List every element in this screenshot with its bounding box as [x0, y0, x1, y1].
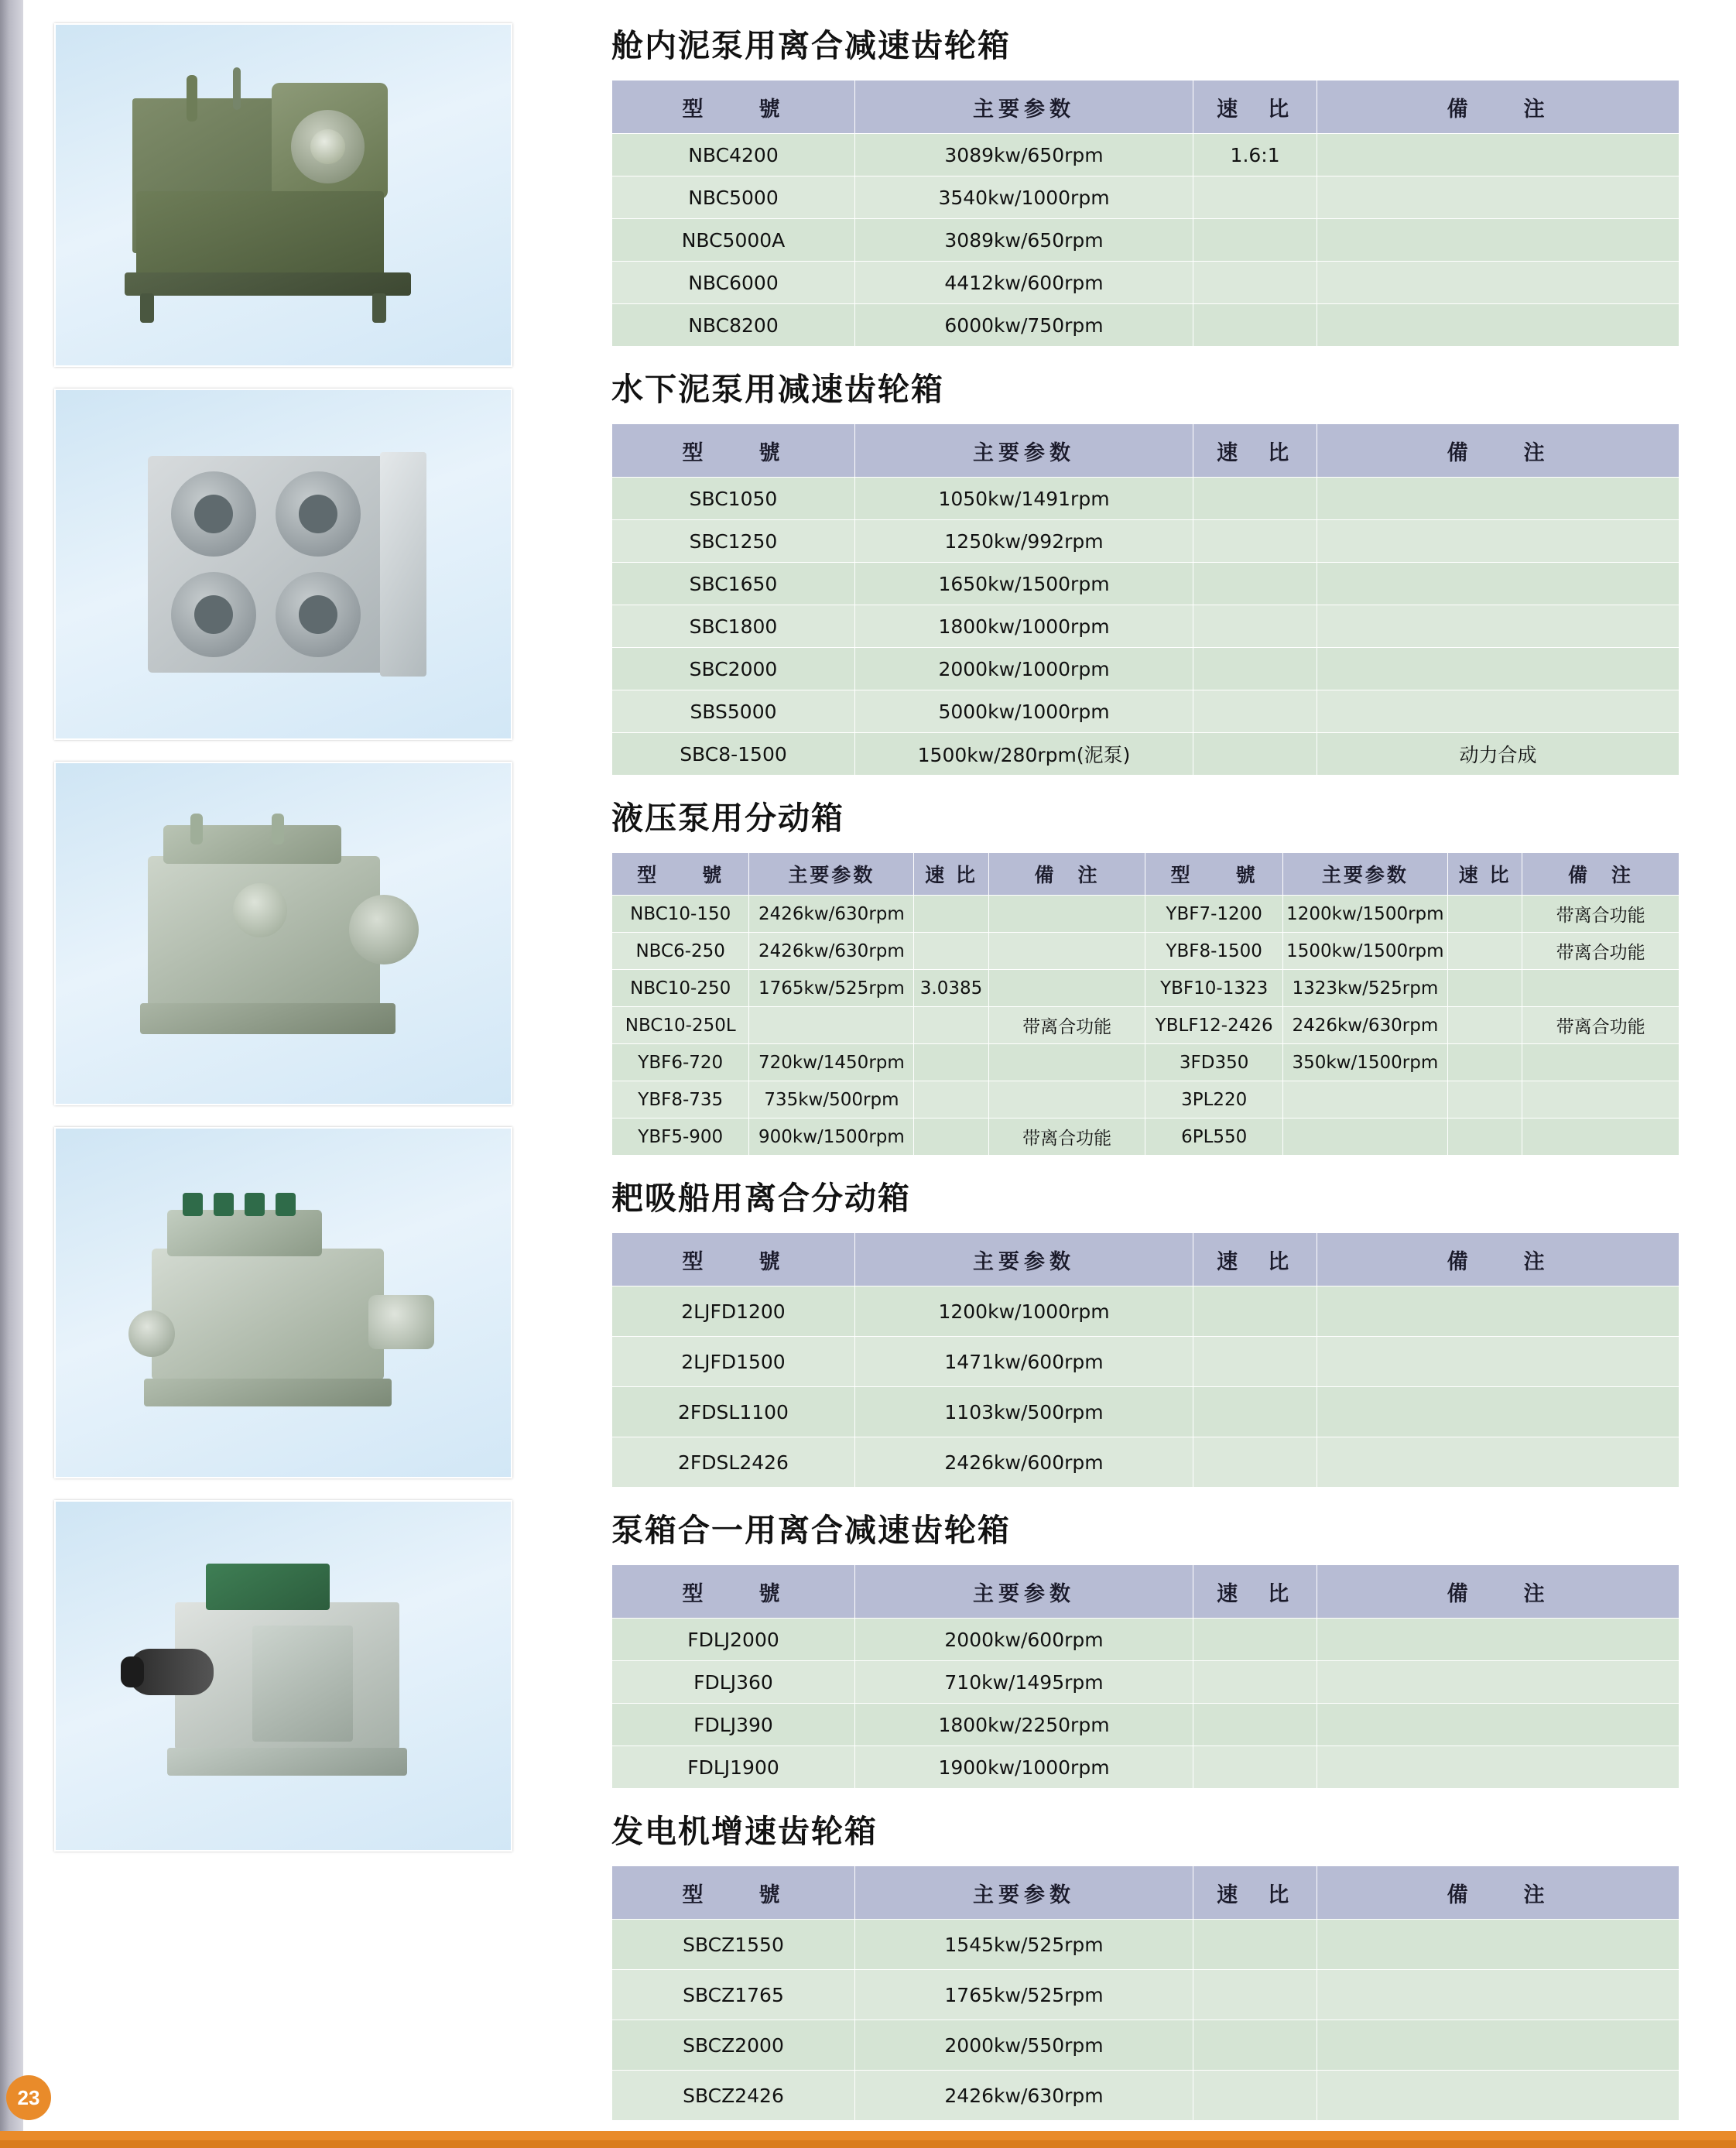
cell-params-right: 1500kw/1500rpm	[1282, 933, 1447, 970]
cell-ratio-left	[914, 933, 988, 970]
cell-model: FDLJ360	[612, 1661, 855, 1704]
cell-ratio	[1193, 648, 1317, 690]
cell-params-left: 720kw/1450rpm	[749, 1044, 914, 1081]
cell-remark-left	[988, 1044, 1145, 1081]
col-remark-right: 備 注	[1522, 853, 1680, 896]
cell-model: FDLJ2000	[612, 1619, 855, 1661]
col-params: 主要参数	[854, 424, 1193, 478]
table-header-row	[612, 853, 1680, 896]
cell-ratio	[1193, 1970, 1317, 2020]
generator-speed-increasing-gearbox-photo	[54, 1500, 512, 1852]
cell-ratio	[1193, 1746, 1317, 1789]
cell-ratio	[1193, 520, 1317, 563]
table-row	[612, 1746, 1680, 1789]
cell-model: SBCZ1550	[612, 1920, 855, 1970]
cell-ratio	[1193, 1619, 1317, 1661]
cell-model-right: YBLF12-2426	[1145, 1007, 1282, 1044]
col-ratio: 速 比	[1193, 81, 1317, 134]
cell-params: 1471kw/600rpm	[854, 1337, 1193, 1387]
cell-ratio	[1193, 1337, 1317, 1387]
cell-ratio	[1193, 262, 1317, 304]
cell-remark-right: 带离合功能	[1522, 1007, 1680, 1044]
table-row	[612, 1044, 1680, 1081]
cell-remark	[1317, 1387, 1680, 1437]
cell-model: SBCZ2000	[612, 2020, 855, 2071]
cell-params-right	[1282, 1119, 1447, 1156]
section-cabin-mud-pump	[611, 20, 1687, 347]
table-row	[612, 219, 1680, 262]
table-row	[612, 2071, 1680, 2121]
col-ratio: 速 比	[1193, 424, 1317, 478]
cell-remark-left	[988, 1081, 1145, 1119]
cell-params: 1765kw/525rpm	[854, 1970, 1193, 2020]
cell-model: SBCZ1765	[612, 1970, 855, 2020]
page-number-badge: 23	[6, 2075, 51, 2120]
cell-remark	[1317, 1286, 1680, 1337]
footer-bar-accent	[0, 2140, 1736, 2148]
table-row	[612, 1119, 1680, 1156]
cell-model-right: YBF8-1500	[1145, 933, 1282, 970]
cell-model: SBC1050	[612, 478, 855, 520]
cell-ratio	[1193, 2071, 1317, 2121]
col-model-right: 型 號	[1145, 853, 1282, 896]
col-params: 主要参数	[854, 1565, 1193, 1619]
cell-params: 1545kw/525rpm	[854, 1920, 1193, 1970]
col-ratio-right: 速 比	[1447, 853, 1522, 896]
cell-model-right: 3PL220	[1145, 1081, 1282, 1119]
table-row	[612, 933, 1680, 970]
col-remark: 備 注	[1317, 1866, 1680, 1920]
cell-model-left: YBF8-735	[612, 1081, 749, 1119]
cell-ratio-left	[914, 896, 988, 933]
cell-model: NBC5000	[612, 176, 855, 219]
table-row	[612, 478, 1680, 520]
cell-remark	[1317, 176, 1680, 219]
cell-model-left: NBC10-250L	[612, 1007, 749, 1044]
cell-params: 1650kw/1500rpm	[854, 563, 1193, 605]
cell-params: 1800kw/1000rpm	[854, 605, 1193, 648]
table-row	[612, 1437, 1680, 1488]
cell-params-left: 900kw/1500rpm	[749, 1119, 914, 1156]
cell-ratio-left	[914, 1007, 988, 1044]
cell-params: 1200kw/1000rpm	[854, 1286, 1193, 1337]
section-pump-box-integrated	[611, 1505, 1687, 1789]
cell-remark-right: 带离合功能	[1522, 896, 1680, 933]
cell-model: SBC1250	[612, 520, 855, 563]
cell-remark	[1317, 2020, 1680, 2071]
cell-model: 2FDSL1100	[612, 1387, 855, 1437]
cell-model-left: YBF6-720	[612, 1044, 749, 1081]
cell-ratio	[1193, 690, 1317, 733]
cell-ratio-left: 3.0385	[914, 970, 988, 1007]
cell-remark	[1317, 262, 1680, 304]
cell-remark	[1317, 648, 1680, 690]
cell-remark-left: 带离合功能	[988, 1119, 1145, 1156]
cell-params: 1103kw/500rpm	[854, 1387, 1193, 1437]
cell-ratio	[1193, 1437, 1317, 1488]
cell-model: SBC1800	[612, 605, 855, 648]
cell-model: NBC8200	[612, 304, 855, 347]
col-model: 型 號	[612, 424, 855, 478]
spec-table	[611, 80, 1680, 347]
cell-remark	[1317, 134, 1680, 176]
section-title: 水下泥泵用减速齿轮箱	[611, 371, 944, 408]
cell-remark-right	[1522, 1044, 1680, 1081]
cell-ratio	[1193, 1920, 1317, 1970]
table-header-row	[612, 81, 1680, 134]
dredger-clutch-transfer-case-photo	[54, 1127, 512, 1478]
cell-params-left: 2426kw/630rpm	[749, 896, 914, 933]
cell-remark-left	[988, 896, 1145, 933]
spec-table	[611, 1564, 1680, 1789]
table-row	[612, 1704, 1680, 1746]
cell-remark	[1317, 520, 1680, 563]
cell-remark	[1317, 304, 1680, 347]
cell-model: SBCZ2426	[612, 2071, 855, 2121]
cell-model: 2LJFD1200	[612, 1286, 855, 1337]
cell-remark	[1317, 563, 1680, 605]
table-row	[612, 2020, 1680, 2071]
cell-ratio	[1193, 219, 1317, 262]
table-row	[612, 134, 1680, 176]
cell-params-right: 1323kw/525rpm	[1282, 970, 1447, 1007]
cell-model: NBC4200	[612, 134, 855, 176]
col-params-right: 主要参数	[1282, 853, 1447, 896]
cell-params: 5000kw/1000rpm	[854, 690, 1193, 733]
cell-model: SBC2000	[612, 648, 855, 690]
cell-ratio	[1193, 176, 1317, 219]
col-ratio-left: 速 比	[914, 853, 988, 896]
table-row	[612, 520, 1680, 563]
cell-ratio-right	[1447, 970, 1522, 1007]
cell-params-right: 1200kw/1500rpm	[1282, 896, 1447, 933]
section-hydraulic-pump-transfer-case	[611, 793, 1687, 1156]
spec-tables-column	[611, 20, 1687, 2138]
cell-model: SBS5000	[612, 690, 855, 733]
cell-remark-left	[988, 933, 1145, 970]
table-header-row	[612, 1233, 1680, 1286]
cell-model: SBC1650	[612, 563, 855, 605]
table-row	[612, 733, 1680, 776]
col-params: 主要参数	[854, 1233, 1193, 1286]
cell-params: 1900kw/1000rpm	[854, 1746, 1193, 1789]
cell-ratio	[1193, 304, 1317, 347]
table-row	[612, 1387, 1680, 1437]
cell-params-left: 1765kw/525rpm	[749, 970, 914, 1007]
left-decorative-strip	[0, 0, 23, 2148]
cell-params: 3089kw/650rpm	[854, 134, 1193, 176]
table-row	[612, 563, 1680, 605]
cell-ratio	[1193, 605, 1317, 648]
cell-model-left: NBC10-150	[612, 896, 749, 933]
cell-remark	[1317, 1661, 1680, 1704]
cell-remark	[1317, 1920, 1680, 1970]
col-model: 型 號	[612, 1233, 855, 1286]
col-model: 型 號	[612, 1565, 855, 1619]
cell-ratio-left	[914, 1119, 988, 1156]
cell-params-left	[749, 1007, 914, 1044]
cell-params-right: 2426kw/630rpm	[1282, 1007, 1447, 1044]
table-row	[612, 970, 1680, 1007]
cell-model: FDLJ390	[612, 1704, 855, 1746]
cell-model: SBC8-1500	[612, 733, 855, 776]
table-row	[612, 1007, 1680, 1044]
cell-remark	[1317, 219, 1680, 262]
cell-model-right: YBF7-1200	[1145, 896, 1282, 933]
cell-ratio	[1193, 733, 1317, 776]
cell-params: 2426kw/600rpm	[854, 1437, 1193, 1488]
col-ratio: 速 比	[1193, 1233, 1317, 1286]
col-ratio: 速 比	[1193, 1866, 1317, 1920]
cell-remark	[1317, 1619, 1680, 1661]
clutch-reduction-gearbox-photo	[54, 23, 512, 367]
col-params-left: 主要参数	[749, 853, 914, 896]
cell-params: 3540kw/1000rpm	[854, 176, 1193, 219]
cell-model: 2FDSL2426	[612, 1437, 855, 1488]
col-remark-left: 備 注	[988, 853, 1145, 896]
section-generator-speed-increasing	[611, 1806, 1687, 2121]
cell-params-right	[1282, 1081, 1447, 1119]
table-row	[612, 1081, 1680, 1119]
section-submerged-mud-pump	[611, 364, 1687, 776]
cell-model-right: YBF10-1323	[1145, 970, 1282, 1007]
cell-params: 2000kw/600rpm	[854, 1619, 1193, 1661]
cell-remark	[1317, 1704, 1680, 1746]
cell-params: 1800kw/2250rpm	[854, 1704, 1193, 1746]
cell-remark	[1317, 1337, 1680, 1387]
submerged-pump-gearbox-photo	[54, 389, 512, 740]
table-row	[612, 605, 1680, 648]
section-title: 舱内泥泵用离合减速齿轮箱	[611, 27, 1011, 64]
cell-params: 4412kw/600rpm	[854, 262, 1193, 304]
cell-remark	[1317, 1437, 1680, 1488]
cell-model-right: 3FD350	[1145, 1044, 1282, 1081]
cell-remark	[1317, 690, 1680, 733]
table-row	[612, 1661, 1680, 1704]
col-params: 主要参数	[854, 1866, 1193, 1920]
col-model: 型 號	[612, 81, 855, 134]
cell-model-left: NBC10-250	[612, 970, 749, 1007]
cell-remark-right	[1522, 970, 1680, 1007]
spec-table	[611, 1232, 1680, 1488]
cell-ratio	[1193, 1286, 1317, 1337]
cell-remark: 动力合成	[1317, 733, 1680, 776]
table-header-row	[612, 424, 1680, 478]
cell-remark	[1317, 1746, 1680, 1789]
cell-model-right: 6PL550	[1145, 1119, 1282, 1156]
cell-params: 1500kw/280rpm(泥泵)	[854, 733, 1193, 776]
spec-table	[611, 1865, 1680, 2121]
cell-ratio	[1193, 1661, 1317, 1704]
col-remark: 備 注	[1317, 1565, 1680, 1619]
cell-model-left: NBC6-250	[612, 933, 749, 970]
cell-params-right: 350kw/1500rpm	[1282, 1044, 1447, 1081]
cell-params: 710kw/1495rpm	[854, 1661, 1193, 1704]
cell-params: 2000kw/550rpm	[854, 2020, 1193, 2071]
table-row	[612, 304, 1680, 347]
table-row	[612, 1619, 1680, 1661]
cell-remark	[1317, 605, 1680, 648]
table-row	[612, 1286, 1680, 1337]
cell-params-left: 2426kw/630rpm	[749, 933, 914, 970]
table-row	[612, 1970, 1680, 2020]
cell-remark-right	[1522, 1081, 1680, 1119]
cell-model: NBC6000	[612, 262, 855, 304]
cell-params: 6000kw/750rpm	[854, 304, 1193, 347]
section-dredger-clutch-transfer-case	[611, 1173, 1687, 1488]
cell-params: 3089kw/650rpm	[854, 219, 1193, 262]
cell-ratio-right	[1447, 1119, 1522, 1156]
section-title: 泵箱合一用离合减速齿轮箱	[611, 1512, 1011, 1549]
cell-ratio	[1193, 563, 1317, 605]
col-ratio: 速 比	[1193, 1565, 1317, 1619]
spec-table	[611, 852, 1680, 1156]
cell-ratio: 1.6:1	[1193, 134, 1317, 176]
col-model-left: 型 號	[612, 853, 749, 896]
table-header-row	[612, 1565, 1680, 1619]
cell-remark	[1317, 2071, 1680, 2121]
section-title: 耙吸船用离合分动箱	[611, 1180, 911, 1217]
cell-params-left: 735kw/500rpm	[749, 1081, 914, 1119]
cell-model: FDLJ1900	[612, 1746, 855, 1789]
cell-remark	[1317, 478, 1680, 520]
table-row	[612, 648, 1680, 690]
cell-model: 2LJFD1500	[612, 1337, 855, 1387]
table-row	[612, 896, 1680, 933]
cell-params: 2426kw/630rpm	[854, 2071, 1193, 2121]
cell-ratio-right	[1447, 896, 1522, 933]
cell-ratio	[1193, 1387, 1317, 1437]
cell-ratio	[1193, 1704, 1317, 1746]
col-remark: 備 注	[1317, 1233, 1680, 1286]
col-params: 主要参数	[854, 81, 1193, 134]
cell-params: 1050kw/1491rpm	[854, 478, 1193, 520]
table-row	[612, 1920, 1680, 1970]
col-remark: 備 注	[1317, 424, 1680, 478]
col-remark: 備 注	[1317, 81, 1680, 134]
section-title: 发电机增速齿轮箱	[611, 1813, 878, 1850]
cell-ratio-right	[1447, 1044, 1522, 1081]
cell-remark-left: 带离合功能	[988, 1007, 1145, 1044]
table-row	[612, 176, 1680, 219]
cell-params: 1250kw/992rpm	[854, 520, 1193, 563]
cell-params: 2000kw/1000rpm	[854, 648, 1193, 690]
cell-model-left: YBF5-900	[612, 1119, 749, 1156]
cell-remark-left	[988, 970, 1145, 1007]
table-header-row	[612, 1866, 1680, 1920]
product-photo-column	[54, 23, 519, 1873]
cell-ratio-left	[914, 1081, 988, 1119]
cell-ratio-left	[914, 1044, 988, 1081]
cell-ratio-right	[1447, 1081, 1522, 1119]
cell-remark-right: 带离合功能	[1522, 933, 1680, 970]
cell-ratio-right	[1447, 933, 1522, 970]
cell-ratio	[1193, 2020, 1317, 2071]
table-row	[612, 690, 1680, 733]
col-model: 型 號	[612, 1866, 855, 1920]
cell-model: NBC5000A	[612, 219, 855, 262]
spec-table	[611, 423, 1680, 776]
cell-remark	[1317, 1970, 1680, 2020]
hydraulic-pump-transfer-case-photo	[54, 762, 512, 1105]
cell-ratio-right	[1447, 1007, 1522, 1044]
section-title: 液压泵用分动箱	[611, 800, 844, 837]
table-row	[612, 262, 1680, 304]
cell-remark-right	[1522, 1119, 1680, 1156]
cell-ratio	[1193, 478, 1317, 520]
table-row	[612, 1337, 1680, 1387]
